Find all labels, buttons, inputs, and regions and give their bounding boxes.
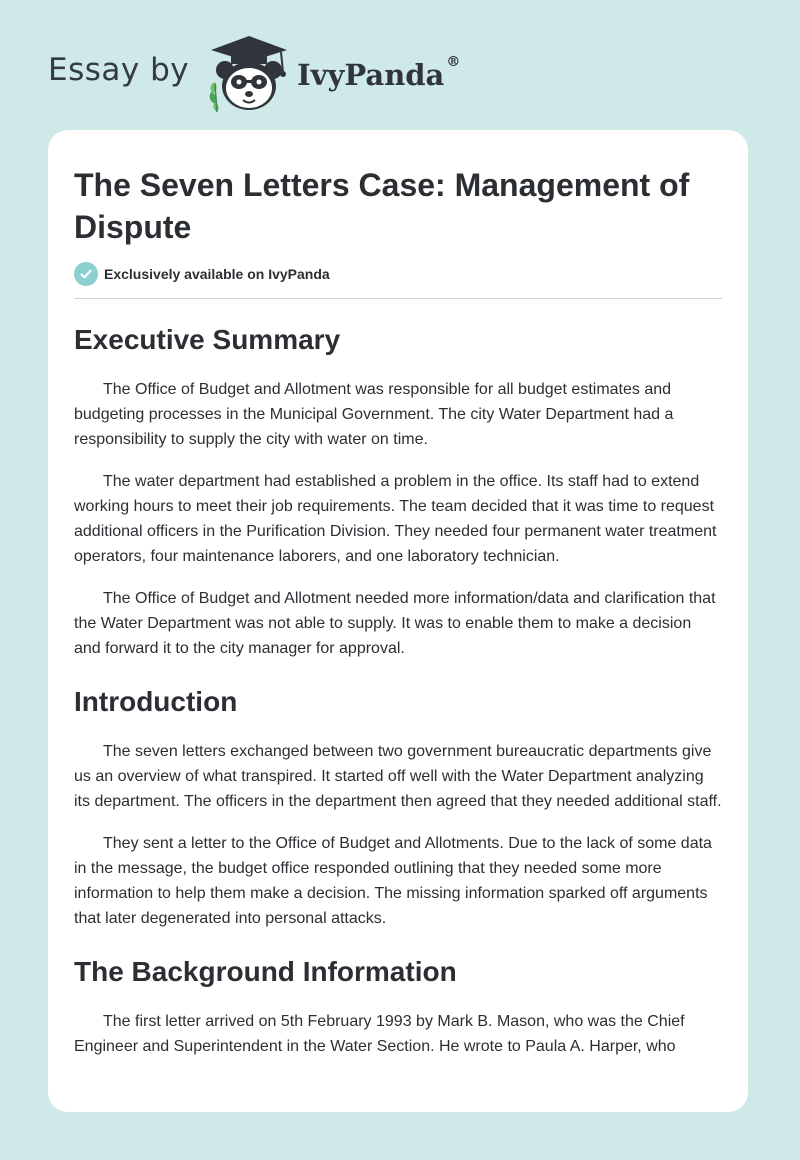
exclusive-label: Exclusively available on IvyPanda xyxy=(104,266,330,282)
exclusive-badge xyxy=(74,262,722,299)
section-heading: Introduction xyxy=(74,686,238,717)
site-header xyxy=(48,28,460,118)
section-heading: The Background Information xyxy=(74,956,457,987)
essay-by-label: Essay by xyxy=(48,52,190,88)
check-circle-icon xyxy=(74,262,98,286)
section-executive-summary xyxy=(74,323,722,661)
section-heading: Executive Summary xyxy=(74,324,341,355)
article-title: The Seven Letters Case: Management of Dispute xyxy=(74,167,690,245)
paragraph: The Office of Budget and Allotment needed more information/data and clarification that the Water Department was not able to supply. It was to enable them to make a decision and forward it to the city manager for approval. xyxy=(74,590,716,657)
paragraph: The water department had established a problem in the office. Its staff had to extend working hours to meet their job requirements. The team decided that it was time to request additional officers in the Purification Division. They needed four permanent water treatment operators, four maintenance laborers, and one laboratory technician. xyxy=(74,473,717,565)
paragraph: The first letter arrived on 5th February 1993 by Mark B. Mason, who was the Chief Engineer and Superintendent in the Water Section. He wrote to Paula A. Harper, who xyxy=(74,1013,685,1055)
brand-label: IvyPanda xyxy=(297,58,445,92)
article-card xyxy=(48,130,748,1112)
paragraph: They sent a letter to the Office of Budget and Allotments. Due to the lack of some data in the message, the budget office responded outlining that they needed some more information to help them make a decision. The missing information sparked off arguments that later degenerated into personal attacks. xyxy=(74,835,712,927)
section-background-information xyxy=(74,955,722,1059)
paragraph: The seven letters exchanged between two government bureaucratic departments give us an overview of what transpired. It started off well with the Water Department analyzing its department. The officers in the department then agreed that they needed additional staff. xyxy=(74,743,722,810)
registered-mark: ® xyxy=(446,54,461,70)
section-introduction xyxy=(74,685,722,931)
brand-name xyxy=(297,54,461,92)
panda-graduate-logo-icon xyxy=(203,32,293,114)
paragraph: The Office of Budget and Allotment was responsible for all budget estimates and budgeting processes in the Municipal Government. The city Water Department had a responsibility to supply the city with water on time. xyxy=(74,381,674,448)
